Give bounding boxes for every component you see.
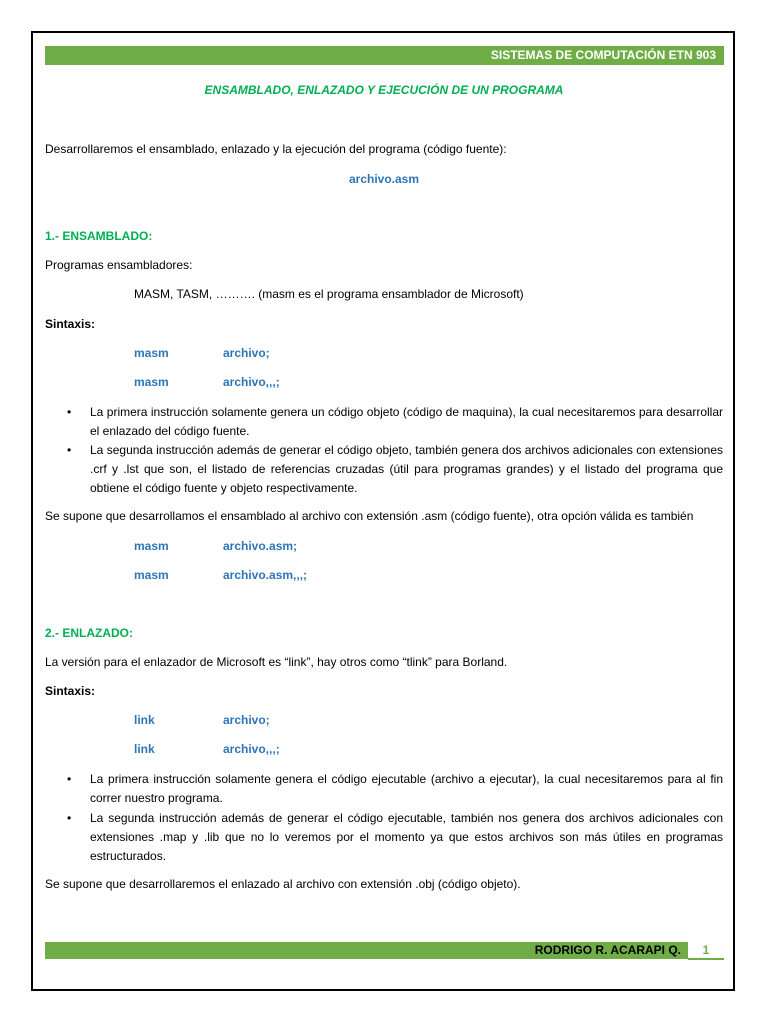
syntax-label: Sintaxis:: [45, 317, 96, 331]
page-number: 1: [688, 942, 724, 960]
bullet-marker: •: [67, 405, 72, 419]
section-heading-ensamblado: 1.- ENSAMBLADO:: [45, 229, 153, 243]
code-argument: archivo.asm;: [223, 539, 298, 553]
bullet-text: La primera instrucción solamente genera un código objeto (código de maquina), la cual necesitaremos para desarrollar el enlazado del código fuente.: [90, 405, 723, 438]
linker-intro: La versión para el enlazador de Microsoft es “link”, hay otros como “tlink” para Borland.: [45, 655, 508, 669]
header-bar: [45, 46, 724, 65]
assembly-note: Se supone que desarrollamos el ensamblado al archivo con extensión .asm (código fuente), otra opción válida es también: [45, 509, 694, 523]
author-name: RODRIGO R. ACARAPI Q.: [534, 943, 681, 957]
code-argument: archivo,,,;: [223, 742, 280, 756]
document-title: ENSAMBLADO, ENLAZADO Y EJECUCIÓN DE UN PROGRAMA: [204, 83, 564, 97]
code-argument: archivo;: [223, 346, 270, 360]
bullet-marker: •: [67, 811, 72, 825]
section-heading-enlazado: 2.- ENLAZADO:: [45, 626, 133, 640]
source-file-name: archivo.asm: [348, 172, 420, 186]
bullet-marker: •: [67, 772, 72, 786]
linking-note: Se supone que desarrollaremos el enlazado al archivo con extensión .obj (código objeto).: [45, 877, 521, 891]
course-title: SISTEMAS DE COMPUTACIÓN ETN 903: [490, 48, 716, 62]
code-command: masm: [134, 539, 169, 553]
code-command: masm: [134, 375, 169, 389]
code-argument: archivo;: [223, 713, 270, 727]
code-command: masm: [134, 568, 169, 582]
code-argument: archivo,,,;: [223, 375, 280, 389]
assemblers-label: Programas ensambladores:: [45, 258, 193, 272]
assemblers-list: MASM, TASM, ………. (masm es el programa ensamblador de Microsoft): [134, 287, 524, 301]
bullet-text: La segunda instrucción además de generar el código ejecutable, también nos genera dos archivos adicionales con extensiones .map y .lib que no lo veremos por el momento ya que estos archivos son más útiles en programas estructurados.: [90, 811, 723, 863]
footer-bar: [45, 942, 724, 959]
syntax-label: Sintaxis:: [45, 684, 96, 698]
bullet-marker: •: [67, 443, 72, 457]
code-command: masm: [134, 346, 169, 360]
bullet-text: La primera instrucción solamente genera el código ejecutable (archivo a ejecutar), la cual necesitaremos para al fin correr nuestro programa.: [90, 772, 723, 805]
intro-text: Desarrollaremos el ensamblado, enlazado y la ejecución del programa (código fuente):: [45, 142, 507, 156]
bullet-text: La segunda instrucción además de generar el código objeto, también genera dos archivos adicionales con extensiones .crf y .lst que son, el listado de referencias cruzadas (útil para programas grandes) y el listado del programa que obtiene el código fuente y objeto respectivamente.: [90, 443, 723, 495]
code-command: link: [134, 713, 155, 727]
code-argument: archivo.asm,,,;: [223, 568, 308, 582]
code-command: link: [134, 742, 155, 756]
